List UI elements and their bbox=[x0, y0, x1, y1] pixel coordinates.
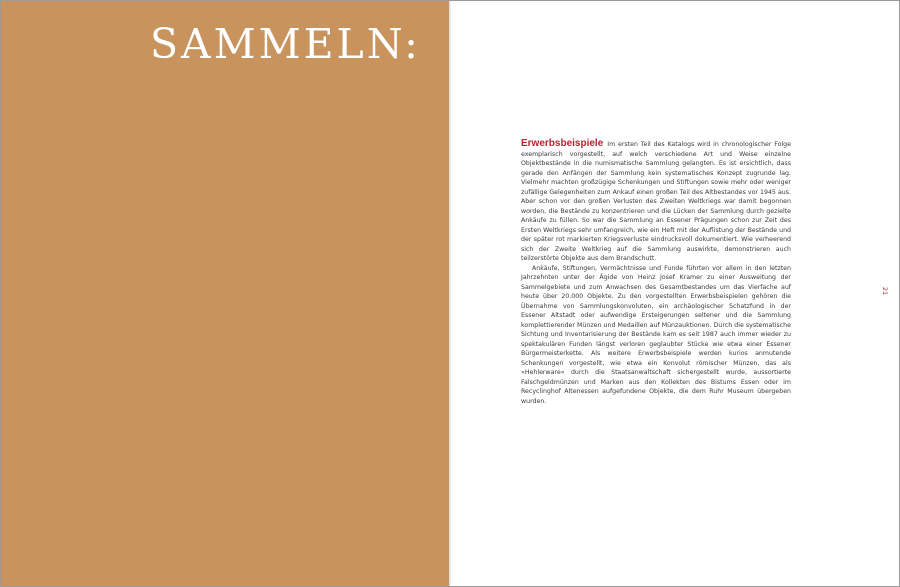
page-title: SAMMELN: bbox=[149, 20, 421, 68]
page-number: 21 bbox=[880, 286, 889, 296]
article-paragraph-1 bbox=[521, 139, 791, 264]
article-paragraph-2: Ankäufe, Stiftungen, Vermächtnisse und Funde führten vor allem in den letzten Jahrzehnten unter der Ägide von Heinz Josef Kramer zu einer Ausweitung der Sammelgebiete und zum Anwachsen des Gesamtbestandes um das Vierfache auf heute über 20.000 Objekte. Zu den vorgestellten Erwerbsbeispielen gehören die Übernahme von Sammlungskonvoluten, ein archäologischer Schatzfund in der Essener Altstadt oder aufwendige Ersteigerungen seltener und die Sammlung komplettierender Münzen und Medaillen auf Münzauktionen. Durch die systematische Sichtung und Inventarisierung der Bestände kam es seit 1987 auch immer wieder zu spektakulären Funden längst verloren geglaubter Stücke wie etwa einer Essener Bürgermeisterkette. Als weitere Erwerbsbeispiele werden kurios anmutende Schenkungen vorgestellt, wie etwa ein Konvolut römischer Münzen, das als »Hehlerware« durch die Staatsanwaltschaft sichergestellt wurde, aussortierte Falschgeldmünzen und Marken aus den Kollekten des Bistums Essen oder im Recyclinghof Altenessen aufgefundene Objekte, die dem Ruhr Museum übergeben wurden. bbox=[521, 264, 791, 405]
paragraph-1-text: Im ersten Teil des Katalogs wird in chronologischer Folge exemplarisch vorgestellt, auf welch verschiedene Art und Weise einzelne Objektbestände in die numismatische Sammlung gelangten. Es ist ersichtlich, dass gerade den Anfängen der Sammlung kein systematisches Konzept zugrunde lag. Vielmehr machten großzügige Schenkungen und Stiftungen sowie mehr oder weniger zufällige Gelegenheiten zum Ankauf einen großen Teil des Altbestandes vor 1945 aus. Aber schon vor den großen Verlusten des Zweiten Weltkriegs war damit begonnen worden, die Bestände zu konzentrieren und die Lücken der Sammlung durch gezielte Ankäufe zu füllen. So war die Sammlung an Essener Prägungen schon zur Zeit des Ersten Weltkriegs sehr umfangreich, wie ein Heft mit der Auflistung der Bestände und der später rot markierten Kriegsverluste eindrucksvoll dokumentiert. Wie verheerend sich der Zweite Weltkrieg auf die Sammlung auswirkte, demonstrieren auch teilzerstörte Objekte aus dem Brandschutt. bbox=[521, 141, 791, 262]
left-page bbox=[0, 0, 449, 587]
article-text bbox=[521, 139, 791, 406]
article-heading: Erwerbsbeispiele bbox=[521, 138, 604, 149]
right-page bbox=[451, 0, 900, 587]
